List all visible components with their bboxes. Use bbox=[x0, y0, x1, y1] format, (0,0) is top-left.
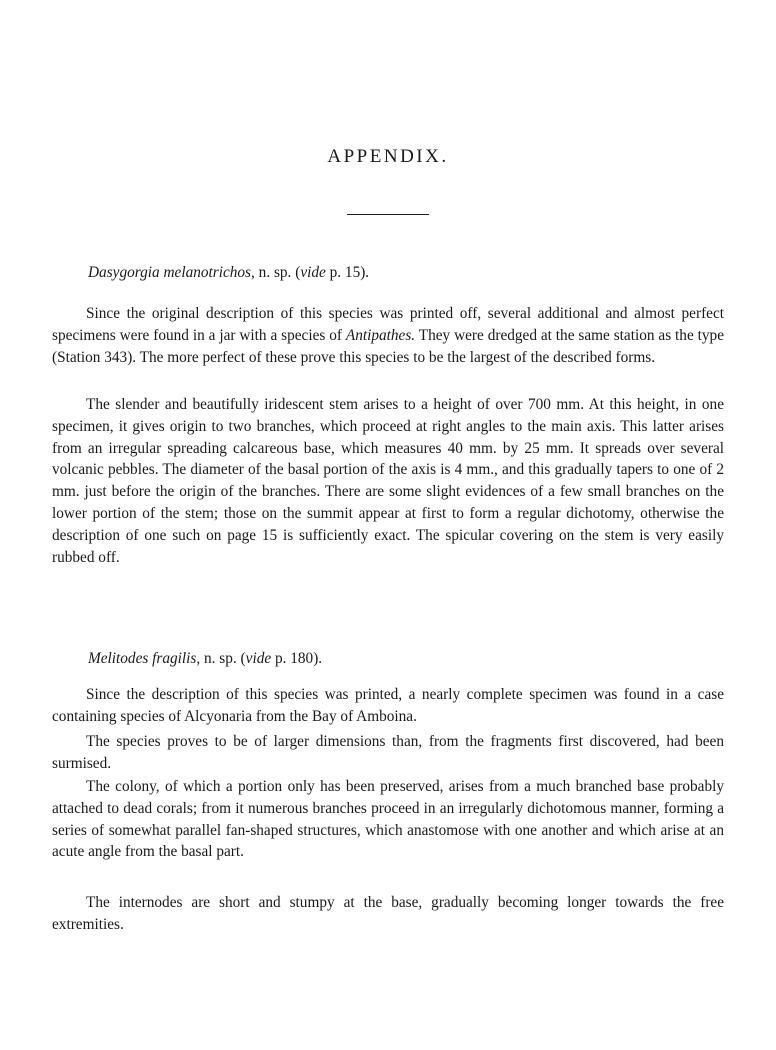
species-heading-dasygorgia bbox=[88, 262, 728, 284]
species-name: Dasygorgia melanotrichos bbox=[88, 264, 252, 281]
vide-word: vide bbox=[245, 650, 272, 667]
page-ref: p. 180). bbox=[271, 650, 323, 667]
page-ref: p. 15). bbox=[325, 264, 370, 281]
paragraph-text: The colony, of which a portion only has been preserved, arises from a much branched base probably attached to dead corals; from it numerous branches proceed in an irregularly dichotomous manner, forming a series of somewhat parallel fan-shaped structures, which anastomose with one another and which arise at an acute angle from the basal part. bbox=[52, 778, 724, 861]
paragraph bbox=[52, 394, 724, 568]
paragraph-text: Since the description of this species was printed, a nearly complete specimen was found in a case containing species of Alcyonaria from the Bay of Amboina. bbox=[52, 686, 724, 725]
paragraph bbox=[52, 684, 724, 728]
paragraph-text: Since the original description of this species was printed off, several additional and almost perfect specimens were found in a jar with a species of bbox=[52, 305, 724, 344]
vide-word: vide bbox=[300, 264, 326, 281]
heading-mid: , n. sp. ( bbox=[196, 650, 246, 667]
heading-mid: , n. sp. ( bbox=[251, 264, 301, 281]
species-heading-melitodes bbox=[88, 648, 728, 670]
paragraph bbox=[52, 303, 724, 368]
paragraph-text: They were dredged at the same station as the type (Station 343). The more perfect of these prove this species to be the largest of the described forms. bbox=[52, 326, 724, 366]
paragraph-text: The slender and beautifully iridescent stem arises to a height of over 700 mm. At this height, in one specimen, it gives origin to two branches, which proceed at right angles to the main axis. This latter arises from an irregular spreading calcareous base, which measures 40 mm. by 25 mm. It spreads over several volcanic pebbles. The diameter of the basal portion of the axis is 4 mm., and this gradually tapers to one of 2 mm. just before the origin of the branches. There are some slight evidences of a few small branches on the lower portion of the stem; those on the summit appear at first to form a regular dichotomy, otherwise the description of one such on page 15 is sufficiently exact. The spicular covering on the stem is very easily rubbed off. bbox=[52, 396, 724, 566]
paragraph-text: The species proves to be of larger dimensions than, from the fragments first discovered, had been surmised. bbox=[52, 733, 724, 772]
genus-italic: Antipathes. bbox=[345, 326, 416, 344]
page-title: APPENDIX. bbox=[327, 146, 449, 167]
paragraph bbox=[52, 731, 724, 775]
species-name: Melitodes fragilis bbox=[88, 650, 197, 667]
paragraph bbox=[52, 892, 724, 936]
paragraph bbox=[52, 776, 724, 863]
paragraph-text: The internodes are short and stumpy at the base, gradually becoming longer towards the free extremities. bbox=[52, 894, 724, 933]
title-divider bbox=[347, 214, 429, 215]
